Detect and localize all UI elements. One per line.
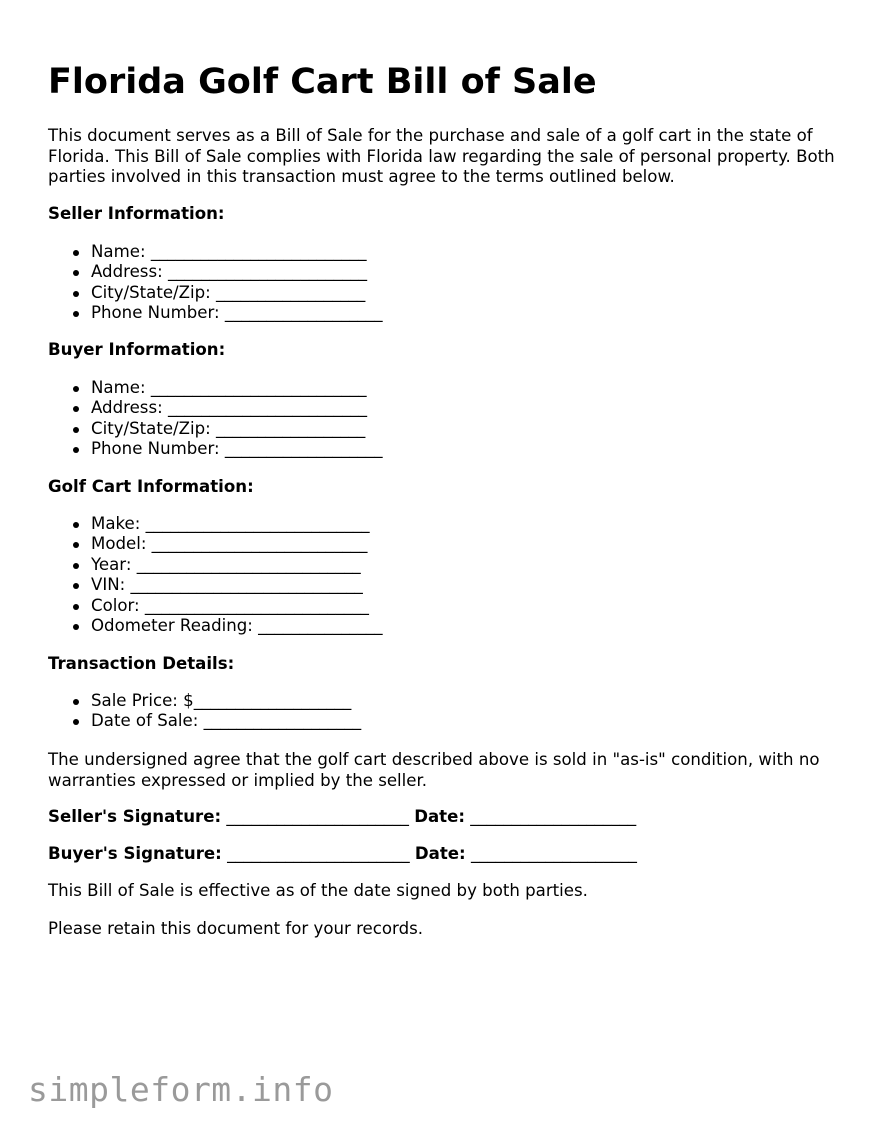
seller-phone-field: Phone Number: ___________________	[91, 303, 383, 323]
document-title: Florida Golf Cart Bill of Sale	[48, 62, 597, 102]
watermark: simpleform.info	[28, 1070, 334, 1109]
seller-city-state-zip-field: City/State/Zip: __________________	[91, 283, 383, 303]
buyer-date-blank: ____________________	[470, 844, 637, 863]
buyer-signature-blank: ______________________	[227, 844, 410, 863]
sale-price-field: Sale Price: $___________________	[91, 691, 361, 711]
seller-signature-label: Seller's Signature:	[48, 807, 222, 826]
cart-color-field: Color: ___________________________	[91, 596, 383, 616]
intro-paragraph: This document serves as a Bill of Sale for the purchase and sale of a golf cart in the state of Florida. This Bill of Sale complies with Florida law regarding the sale of personal property. Both parties involved in this transaction must agree to the terms outlined below.	[48, 126, 835, 186]
cart-year-field: Year: ___________________________	[91, 555, 383, 575]
buyer-phone-field: Phone Number: ___________________	[91, 439, 383, 459]
cart-heading: Golf Cart Information:	[48, 477, 254, 496]
seller-signature-line	[48, 807, 636, 828]
seller-signature-blank: ______________________	[226, 807, 409, 826]
buyer-list	[48, 378, 383, 460]
seller-address-field: Address: ________________________	[91, 262, 383, 282]
as-is-statement: The undersigned agree that the golf cart described above is sold in "as-is" condition, with no warranties expressed or implied by the seller.	[48, 750, 820, 790]
retain-statement: Please retain this document for your records.	[48, 919, 424, 938]
date-of-sale-field: Date of Sale: ___________________	[91, 711, 362, 731]
seller-name-field: Name: __________________________	[91, 242, 383, 262]
cart-list	[48, 514, 383, 636]
effective-statement: This Bill of Sale is effective as of the date signed by both parties.	[48, 881, 588, 900]
buyer-date-label: Date:	[414, 844, 466, 863]
buyer-name-field: Name: __________________________	[91, 378, 383, 398]
buyer-city-state-zip-field: City/State/Zip: __________________	[91, 419, 383, 439]
seller-date-label: Date:	[414, 807, 465, 826]
buyer-signature-label: Buyer's Signature:	[48, 844, 222, 863]
transaction-heading: Transaction Details:	[48, 654, 235, 673]
transaction-list	[48, 691, 361, 732]
cart-make-field: Make: ___________________________	[91, 514, 383, 534]
buyer-heading: Buyer Information:	[48, 340, 226, 359]
seller-heading: Seller Information:	[48, 204, 225, 223]
cart-vin-field: VIN: ____________________________	[91, 575, 383, 595]
seller-date-blank: ____________________	[470, 807, 637, 826]
cart-model-field: Model: __________________________	[91, 534, 383, 554]
buyer-signature-line	[48, 844, 637, 865]
cart-odometer-field: Odometer Reading: _______________	[91, 616, 383, 636]
seller-list	[48, 242, 383, 324]
buyer-address-field: Address: ________________________	[91, 398, 383, 418]
